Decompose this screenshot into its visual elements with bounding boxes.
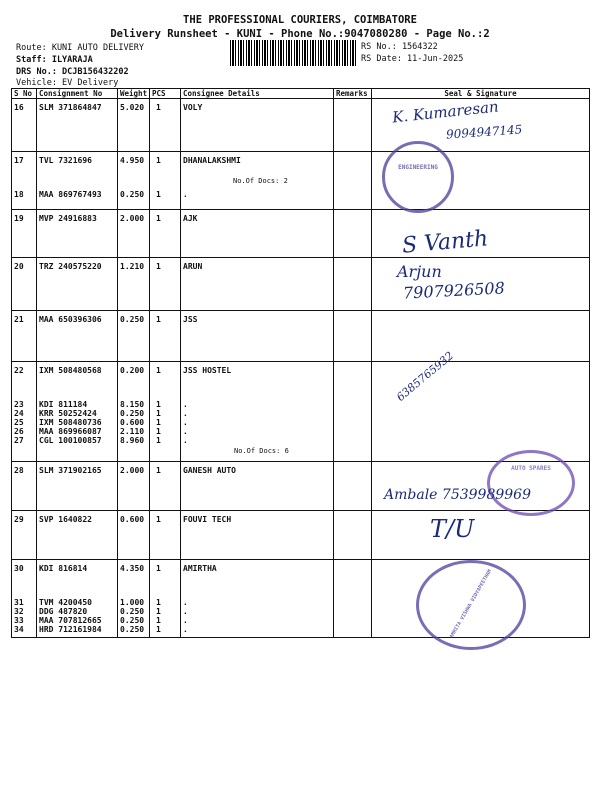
row-cons: MVP 24916883 [39,214,97,223]
row-pcs: 1 [156,315,161,324]
row-wt: 8.960 [120,436,145,445]
row-pcs: 1 [156,607,161,616]
row-name: . [183,616,188,625]
vehicle-label: Vehicle: EV Delivery [16,78,119,88]
signature-22: 6385765932 [394,349,456,404]
row-name: FOUVI TECH [183,515,232,524]
rs-date: RS Date: 11-Jun-2025 [361,54,464,64]
col-sno: S No [12,89,37,99]
row-wt: 1.210 [120,262,145,271]
signature-16-name: K. Kumaresan [391,97,500,127]
rs-number: RS No.: 1564322 [361,42,438,52]
row-sno: 16 [14,103,24,112]
row-pcs: 1 [156,564,161,573]
col-consignment: Consignment No [37,89,118,99]
row-sno: 17 [14,156,24,165]
company-title: THE PROFESSIONAL COURIERS, COIMBATORE [183,14,417,26]
row-sno: 20 [14,262,24,271]
row-wt: 0.600 [120,418,145,427]
row-name: . [183,400,188,409]
row-sno: 31 [14,598,24,607]
row-cons: KDI 816814 [39,564,88,573]
row-cons: IXM 508480736 [39,418,102,427]
row-wt: 2.000 [120,466,145,475]
row-cons: MAA 707812665 [39,616,102,625]
row-wt: 0.250 [120,190,145,199]
stamp-30-text: AMRITA VISHWA VIDYAPEETHAM [448,568,494,640]
row-pcs: 1 [156,418,161,427]
row-wt: 2.110 [120,427,145,436]
row-wt: 2.000 [120,214,145,223]
row-name: . [183,436,188,445]
row-pcs: 1 [156,214,161,223]
row-cons: IXM 508480568 [39,366,102,375]
row-pcs: 1 [156,427,161,436]
row-wt: 4.950 [120,156,145,165]
drs-label: DRS No.: DCJB156432202 [16,67,129,77]
row-pcs: 1 [156,103,161,112]
row-cons: CGL 100100857 [39,436,102,445]
row-sno: 29 [14,515,24,524]
row-sno: 19 [14,214,24,223]
col-pcs: PCS [150,89,181,99]
row-sno: 34 [14,625,24,634]
row-sno: 28 [14,466,24,475]
row-cons: SLM 371902165 [39,466,102,475]
signature-19: S Vanth [401,226,490,259]
row-cons: TVM 4200450 [39,598,92,607]
col-signature: Seal & Signature [372,89,590,99]
row-pcs: 1 [156,262,161,271]
row-wt: 0.250 [120,616,145,625]
row-sno: 32 [14,607,24,616]
stamp-28-text: AUTO SPARES [511,465,551,472]
row-cons: DDG 487820 [39,607,88,616]
stamp-17-text: ENGINEERING [398,164,438,171]
row-name: . [183,190,188,199]
row-name: DHANALAKSHMI [183,156,241,165]
row-pcs: 1 [156,400,161,409]
row-name: . [183,409,188,418]
row-pcs: 1 [156,598,161,607]
row-wt: 0.250 [120,409,145,418]
row-name: AMIRTHA [183,564,217,573]
row-name: JSS [183,315,198,324]
col-remarks: Remarks [334,89,372,99]
row-name: ARUN [183,262,203,271]
row-sno: 30 [14,564,24,573]
row-cons: KRR 50252424 [39,409,97,418]
row-pcs: 1 [156,190,161,199]
row-name: VOLY [183,103,203,112]
row-name: . [183,625,188,634]
row-pcs: 1 [156,616,161,625]
row-pcs: 1 [156,156,161,165]
row-sno: 25 [14,418,24,427]
row-wt: 0.600 [120,515,145,524]
docs-count: No.Of Docs: 2 [233,177,288,185]
col-weight: Weight [118,89,150,99]
row-name: . [183,418,188,427]
row-sno: 24 [14,409,24,418]
signature-29: T/U [430,515,475,543]
row-pcs: 1 [156,436,161,445]
stamp-30 [416,560,526,650]
row-sno: 27 [14,436,24,445]
row-cons: TRZ 240575220 [39,262,102,271]
row-sno: 18 [14,190,24,199]
row-sno: 22 [14,366,24,375]
col-consignee: Consignee Details [181,89,334,99]
stamp-17 [382,141,454,213]
row-name: GANESH AUTO [183,466,236,475]
row-sno: 33 [14,616,24,625]
row-name: . [183,607,188,616]
row-pcs: 1 [156,515,161,524]
row-wt: 0.200 [120,366,145,375]
signature-28: Ambale 7539989969 [384,487,531,503]
row-pcs: 1 [156,466,161,475]
row-pcs: 1 [156,409,161,418]
row-cons: TVL 7321696 [39,156,92,165]
row-cons: SLM 371864847 [39,103,102,112]
row-sno: 21 [14,315,24,324]
row-name: . [183,598,188,607]
row-name: AJK [183,214,198,223]
row-pcs: 1 [156,366,161,375]
row-cons: MAA 869966087 [39,427,102,436]
signature-20-name: Arjun [397,262,442,281]
row-wt: 5.020 [120,103,145,112]
stamp-28 [487,450,575,516]
row-wt: 0.250 [120,315,145,324]
row-pcs: 1 [156,625,161,634]
row-cons: MAA 869767493 [39,190,102,199]
row-cons: KDI 811184 [39,400,88,409]
row-wt: 0.250 [120,607,145,616]
row-cons: MAA 650396306 [39,315,102,324]
row-sno: 23 [14,400,24,409]
row-name: JSS HOSTEL [183,366,232,375]
row-name: . [183,427,188,436]
staff-label: Staff: ILYARAJA [16,55,93,65]
runsheet-subtitle: Delivery Runsheet - KUNI - Phone No.:9047080280 - Page No.:2 [110,28,490,40]
row-cons: SVP 1640822 [39,515,92,524]
signature-16-phone: 9094947145 [445,122,523,142]
route-label: Route: KUNI AUTO DELIVERY [16,43,144,53]
row-wt: 0.250 [120,625,145,634]
docs-count: No.Of Docs: 6 [234,447,289,455]
row-wt: 4.350 [120,564,145,573]
signature-20-phone: 7907926508 [402,278,506,303]
row-cons: HRD 712161984 [39,625,102,634]
row-sno: 26 [14,427,24,436]
row-wt: 8.150 [120,400,145,409]
row-wt: 1.000 [120,598,145,607]
